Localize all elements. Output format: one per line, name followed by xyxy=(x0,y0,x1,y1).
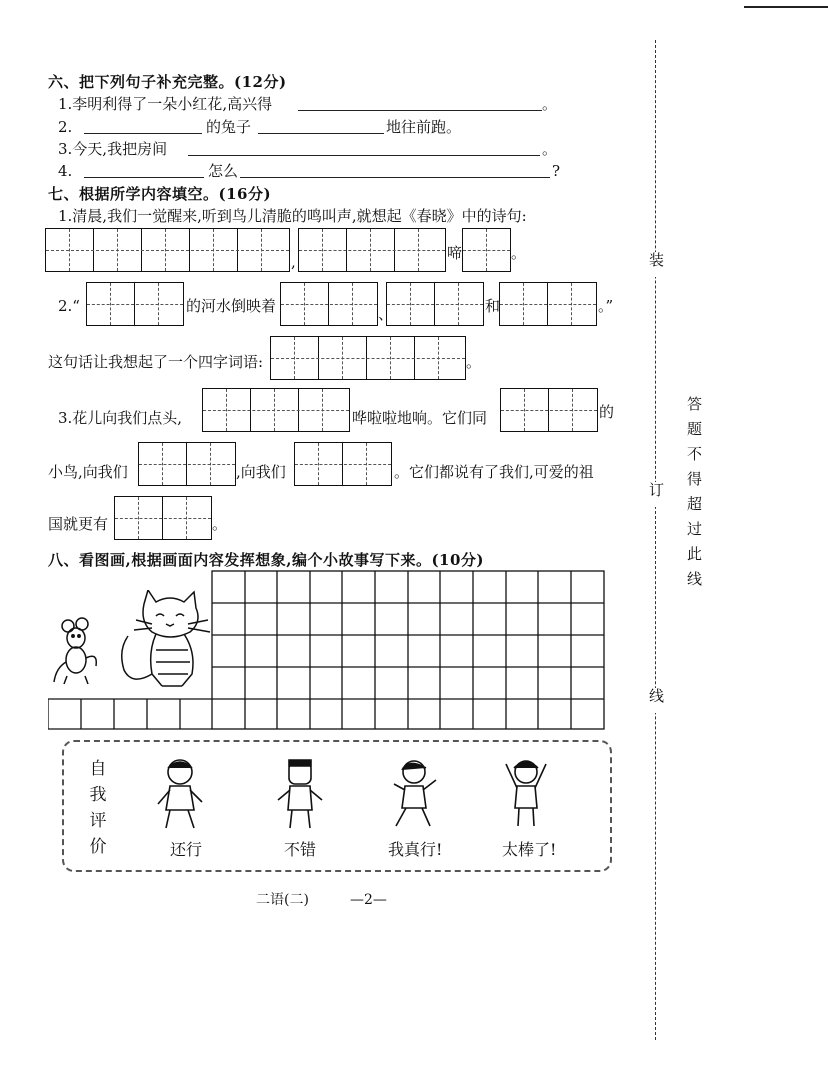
q7-2-grid-a[interactable] xyxy=(86,282,184,326)
q7-3-grid-e[interactable] xyxy=(114,496,212,540)
mouse-cat-illustration xyxy=(52,590,222,690)
q6-2-blank-b[interactable] xyxy=(258,133,384,134)
corner-mark xyxy=(744,6,828,8)
q6-4-end: ? xyxy=(552,162,561,180)
self-eval-title xyxy=(86,756,110,860)
self-eval-char: 评 xyxy=(89,811,107,831)
q7-1-grid-b[interactable] xyxy=(298,228,446,272)
q7-2-start: 2.“ xyxy=(58,297,80,315)
self-eval-char: 自 xyxy=(89,759,107,779)
self-eval-label-3: 我真行! xyxy=(388,840,443,859)
q7-1-end: 。 xyxy=(511,244,527,262)
binding-label-zhuang: 装 xyxy=(647,252,665,277)
q7-2b-end: 。 xyxy=(466,353,482,371)
q6-2-num: 2. xyxy=(58,118,73,136)
q7-2-grid-d[interactable] xyxy=(499,282,597,326)
q7-3-line2-a: 小鸟,向我们 xyxy=(48,463,128,481)
section7-title: 七、根据所学内容填空。(16分) xyxy=(48,185,272,203)
q6-3-end: 。 xyxy=(542,140,558,158)
binding-dashed-line xyxy=(655,40,656,1040)
q7-2-and: 和 xyxy=(485,297,501,315)
self-eval-char: 我 xyxy=(89,785,107,805)
q7-1-ti: 啼 xyxy=(447,244,463,262)
self-eval-label-4: 太棒了! xyxy=(502,840,557,859)
kid-figure-2 xyxy=(272,756,328,830)
q7-3-grid-c[interactable] xyxy=(138,442,236,486)
q7-2-sep: 、 xyxy=(378,305,394,323)
q7-2-end: 。” xyxy=(598,297,614,315)
q7-2b-text: 这句话让我想起了一个四字词语: xyxy=(48,353,264,371)
q7-3-mid: 哗啦啦地响。它们同 xyxy=(352,409,488,427)
q6-4-mid: 怎么 xyxy=(208,162,239,180)
binding-label-xian: 线 xyxy=(647,688,665,713)
footer-page-number: —2— xyxy=(350,892,387,908)
q7-3-line3: 国就更有 xyxy=(48,515,109,533)
q7-3-de: 的 xyxy=(599,403,615,421)
q6-1-text: 1.李明利得了一朵小红花,高兴得 xyxy=(58,95,273,113)
self-eval-label-1: 还行 xyxy=(170,840,203,859)
q7-2-mid: 的河水倒映着 xyxy=(186,297,277,315)
footer-subject: 二语(二) xyxy=(256,892,309,908)
binding-warning: 答题不得超过此线 xyxy=(685,396,703,596)
q6-4-blank-a[interactable] xyxy=(84,177,204,178)
q7-3-grid-a[interactable] xyxy=(202,388,350,432)
q6-1-end: 。 xyxy=(542,95,558,113)
q6-4-num: 4. xyxy=(58,162,73,180)
q7-1-grid-c[interactable] xyxy=(462,228,511,272)
kid-figure-1 xyxy=(152,756,208,830)
q7-1-grid-a[interactable] xyxy=(45,228,290,272)
q7-1-text: 1.清晨,我们一觉醒来,听到鸟儿清脆的鸣叫声,就想起《春晓》中的诗句: xyxy=(58,207,527,225)
section8-title: 八、看图画,根据画面内容发挥想象,编个小故事写下来。(10分) xyxy=(48,551,485,569)
section6-title: 六、把下列句子补充完整。(12分) xyxy=(48,73,287,91)
q7-3-grid-b[interactable] xyxy=(500,388,598,432)
q7-1-comma: , xyxy=(291,253,296,271)
q7-2-grid-b[interactable] xyxy=(280,282,378,326)
self-eval-char: 价 xyxy=(89,837,107,857)
q7-3-line2-b: ,向我们 xyxy=(236,463,286,481)
q6-2-blank-a[interactable] xyxy=(84,133,202,134)
q6-2-mid: 的兔子 xyxy=(206,118,252,136)
q6-4-blank-b[interactable] xyxy=(240,177,550,178)
q6-2-end: 地往前跑。 xyxy=(386,118,462,136)
q6-3-blank[interactable] xyxy=(188,155,540,156)
q7-2-grid-c[interactable] xyxy=(386,282,484,326)
self-eval-label-2: 不错 xyxy=(284,840,317,859)
kid-figure-4 xyxy=(498,754,554,828)
q7-3-line2-c: 。它们都说有了我们,可爱的祖 xyxy=(394,463,594,481)
kid-figure-3 xyxy=(386,756,442,830)
q6-3-text: 3.今天,我把房间 xyxy=(58,140,168,158)
q7-3-grid-d[interactable] xyxy=(294,442,392,486)
q6-1-blank[interactable] xyxy=(298,110,542,111)
q7-2b-grid[interactable] xyxy=(270,336,466,380)
q7-3-start: 3.花儿向我们点头, xyxy=(58,409,183,427)
binding-label-ding: 订 xyxy=(647,482,665,507)
q7-3-line3-end: 。 xyxy=(212,515,228,533)
